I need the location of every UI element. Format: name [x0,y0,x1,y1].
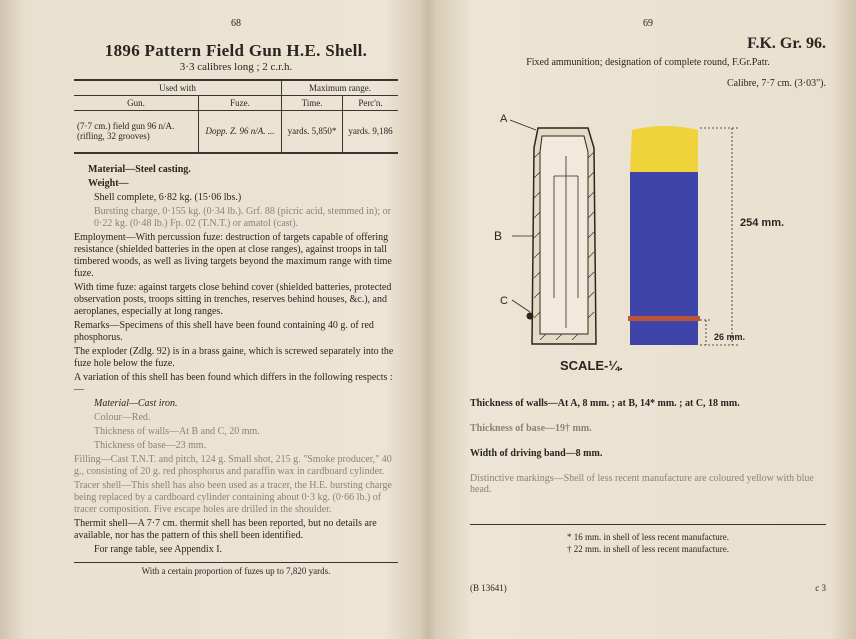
fuze-value: Dopp. Z. 96 n/A. [205,126,266,137]
page-number: 69 [643,18,653,29]
variation-material: Material—Cast iron. [94,397,178,409]
signature-mark: c 3 [815,583,826,593]
right-page [430,0,856,639]
base-text: Thickness of base—19† mm. [470,423,592,434]
exploder-text: The exploder (Zdlg. 92) is in a brass gaine, which is screwed separately into the fuze hole below the fuze. [74,345,394,369]
material-text: Material—Steel casting. [88,163,191,175]
label-a: A [500,113,508,125]
weight-line-2: Bursting charge, 0·155 kg. (0·34 lb.). Grf. 88 (picric acid, stemmed in); or 0·22 kg. (0·48 lb.) Fp. 02 (T.N.T.) or amatol (cast). [94,205,391,229]
employment-text: Employment—With percussion fuze: destruction of targets capable of offering resistance (shielded batteries in the open at close ranges), against troops in tall timbered woods, as well as living targets beyond the maximum range with time fuze. [74,231,392,279]
thermit-text: Thermit shell—A 7·7 cm. thermit shell has been reported, but no details are available, nor has the pattern of this shell been identified. [74,517,377,541]
fuze-header: Fuze. [199,96,282,111]
footnote-2: † 22 mm. in shell of less recent manufacture. [567,544,729,554]
perc-cell: yards. 9,186 [343,111,398,153]
used-with-header: Used with [74,80,282,96]
fuze-dots: ... [267,126,275,137]
remarks-text: Remarks—Specimens of this shell have been found containing 40 g. of red phosphorus. [74,319,374,343]
tracer-text: Tracer shell—This shell has also been used as a tracer, the H.E. bursting charge being replaced by a cardboard cylinder containing about 0·3 kg. (0·66 lb.) of tracer composition. Five escape holes are drilled in the shoulder. [74,479,392,515]
walls-text: Thickness of walls—At A, 8 mm. ; at B, 14* mm. ; at C, 18 mm. [470,398,740,409]
variation-base: Thickness of base—23 mm. [94,439,207,451]
right-footnotes [470,524,826,555]
time-header: Time. [282,96,343,111]
perc-header: Perc'n. [343,96,398,111]
left-body [74,164,398,556]
time-cell: yards. 5,850* [282,111,343,153]
right-bottom-line [470,583,826,593]
print-code: (B 13641) [470,583,507,593]
range-table [74,79,398,154]
weight-line-1: Shell complete, 6·82 kg. (15·06 lbs.) [94,191,242,203]
variation-walls: Thickness of walls—At B and C, 20 mm. [94,425,260,437]
dimension-lines [700,128,738,345]
variation-colour: Colour—Red. [94,411,151,423]
calibre-text: Calibre, 7·7 cm. (3·03"). [726,78,826,89]
gun-header: Gun. [74,96,199,111]
dimension-26: 26 mm. [714,332,746,342]
right-body [470,398,826,509]
gun-cell: (7·7 cm.) field gun 96 n/A. (rifling, 32 grooves) [74,111,199,153]
label-c: C [500,295,508,307]
band-text: Width of driving band—8 mm. [470,448,603,459]
fuze-cell [199,111,282,153]
shell-diagram [470,108,826,378]
markings-text: Distinctive markings—Shell of less recent manufacture are coloured yellow with blue head. [470,473,814,495]
variation-text: A variation of this shell has been found which differs in the following respects :— [74,371,393,395]
fixed-ammunition-text: Fixed ammunition; designation of complete round, F.Gr.Patr. [526,57,770,68]
dimension-254: 254 mm. [740,217,785,229]
footnote-1: * 16 mm. in shell of less recent manufacture. [567,532,729,542]
left-footnote: With a certain proportion of fuzes up to 7,820 yards. [74,562,398,576]
employment-text-2: With time fuze: against targets close behind cover (shielded batteries, protected observation posts, troops sitting in trenches, reserves behind houses, &c.), and aeroplanes, especially at long ranges. [74,281,392,317]
page-title: 1896 Pattern Field Gun H.E. Shell. [104,41,368,60]
page-heading: F.K. Gr. 96. [747,35,826,52]
weight-heading: Weight— [88,177,129,189]
label-b: B [494,229,503,243]
scale-label: SCALE-¼. [560,358,623,373]
shell-colour-drawing [628,126,700,345]
range-table-ref: For range table, see Appendix I. [94,543,223,555]
page-subtitle: 3·3 calibres long ; 2 c.r.h. [179,61,293,73]
shell-section-drawing [510,120,596,344]
max-range-header: Maximum range. [282,80,398,96]
page-number: 68 [231,18,241,29]
variation-filling: Filling—Cast T.N.T. and pitch, 124 g. Small shot, 215 g. "Smoke producer," 40 g., consisting of 20 g. red phosphorus and paraffin wax in cardboard cylinder. [74,453,392,477]
